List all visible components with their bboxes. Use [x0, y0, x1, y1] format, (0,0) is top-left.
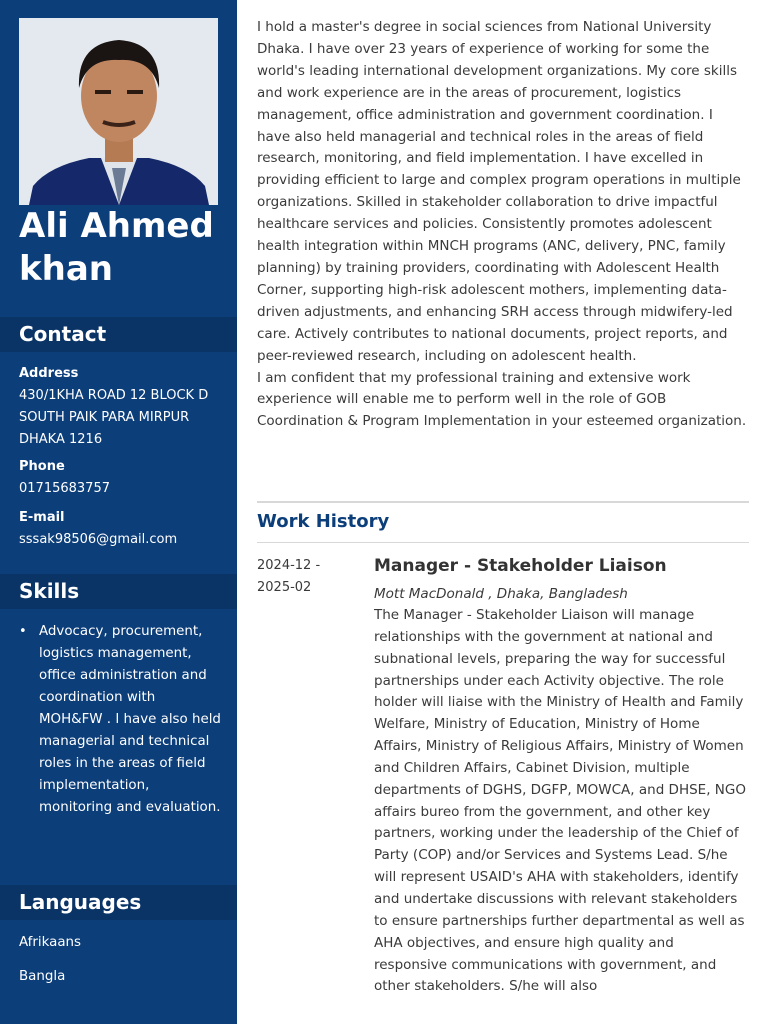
skills-section-header	[0, 574, 237, 609]
professional-summary	[257, 17, 749, 433]
contact-section-header	[0, 317, 237, 352]
languages-heading: Languages	[19, 890, 142, 914]
profile-photo	[19, 18, 218, 205]
skill-item: Advocacy, procurement, logistics management, office administration and coordination with MOH&FW . I have also held managerial and technical roles in the areas of field implementation, monitoring and evaluation.	[39, 624, 221, 815]
section-divider	[257, 542, 749, 543]
phone-label: Phone	[19, 459, 65, 474]
phone-value: 01715683757	[19, 481, 110, 496]
person-portrait-icon	[19, 18, 218, 205]
skills-heading: Skills	[19, 579, 80, 603]
languages-section-header	[0, 885, 237, 920]
language-item: Afrikaans	[19, 935, 82, 950]
email-label: E-mail	[19, 510, 65, 525]
summary-paragraph: I am confident that my professional training and extensive work experience will enable me to perform well in the role of GOB Coordination & Program Implementation in your esteemed organization.	[257, 369, 747, 430]
job-start-date: 2024-12 -	[257, 558, 321, 573]
address-value: 430/1KHA ROAD 12 BLOCK D SOUTH PAIK PARA MIRPUR DHAKA 1216	[19, 388, 209, 447]
address-label: Address	[19, 366, 79, 381]
summary-paragraph: I hold a master's degree in social sciences from National University Dhaka. I have over 23 years of experience of working for some the world's leading international development organizations. My core skills and work experience are in the areas of procurement, logistics management, office administration and government coordination. I have also held managerial and technical roles in the areas of field research, monitoring, and field implementation. I have excelled in providing efficient to large and complex program operations in multiple organizations. Skilled in stakeholder collaboration to drive impactful healthcare services and policies. Consistently promotes adolescent health integration within MNCH programs (ANC, delivery, PNC, family planning) by training providers, coordinating with Adolescent Health Corner, supporting high-risk adolescent mothers, implementing data-driven adjustments, and enhancing SRH access through midwifery-led care. Actively contributes to national documents, project reports, and peer-reviewed research, including on adolescent health.	[257, 19, 741, 364]
job-company: Mott MacDonald , Dhaka, Bangladesh	[374, 586, 628, 602]
work-history-heading: Work History	[257, 511, 390, 532]
candidate-name: Ali Ahmed khan	[19, 206, 214, 289]
job-description: The Manager - Stakeholder Liaison will manage relationships with the government at national and subnational levels, preparing the way for successful partnerships under each Activity objective. The role holder will liaise with the Ministry of Health and Family Welfare, Ministry of Education, Ministry of Home Affairs, Ministry of Religious Affairs, Ministry of Women and Children Affairs, Cabinet Division, multiple departments of DGHS, DGFP, MOWCA, and DHSE, NGO affairs bureo from the government, and other key partners, working under the leadership of the Chief of Party (COP) and/or Services and Systems Lead. S/he will represent USAID's AHA with stakeholders, identify and undertake discussions with relevant stakeholders to ensure partnerships further departmental as well as AHA objectives, and ensure high quality and responsive communications with government, and other stakeholders. S/he will also	[374, 607, 746, 995]
job-end-date: 2025-02	[257, 580, 312, 595]
section-divider	[257, 501, 749, 503]
job-dates	[257, 555, 357, 599]
email-value: sssak98506@gmail.com	[19, 532, 178, 547]
sidebar	[0, 0, 237, 1024]
job-title: Manager - Stakeholder Liaison	[374, 556, 667, 576]
contact-heading: Contact	[19, 322, 107, 346]
language-item: Bangla	[19, 969, 66, 984]
bullet-icon: •	[19, 624, 27, 639]
